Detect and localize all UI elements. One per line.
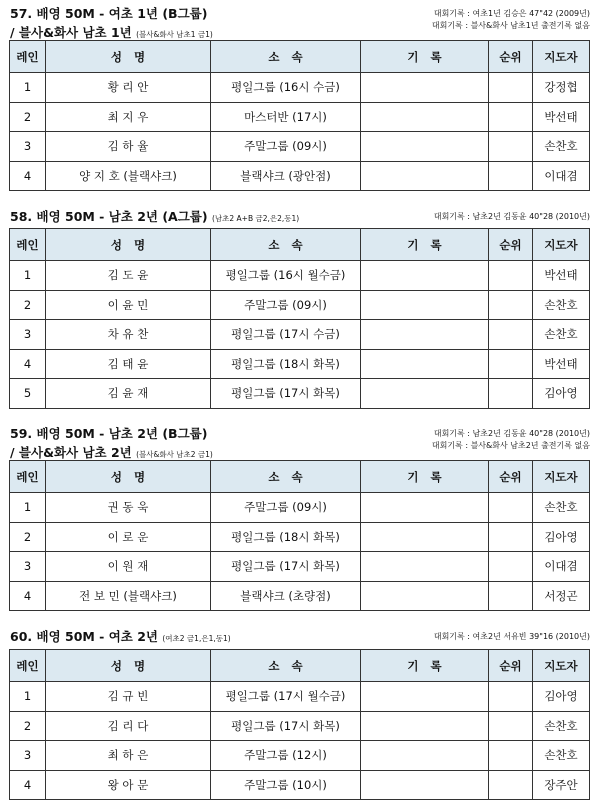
table-row: 3 차 유 찬 평일그룹 (17시 수금) 손찬호: [10, 320, 590, 350]
heat-table: [9, 228, 590, 409]
col-record: 기 록: [361, 229, 489, 261]
col-lane: 레인: [10, 41, 46, 73]
col-coach: 지도자: [533, 461, 590, 493]
col-name: 성 명: [46, 461, 211, 493]
col-rank: 순위: [489, 650, 533, 682]
heat-table: [9, 460, 590, 611]
table-header: [10, 41, 590, 73]
table-row: 3 최 하 은 주말그룹 (12시) 손찬호: [10, 741, 590, 771]
col-coach: 지도자: [533, 650, 590, 682]
table-row: 4 양 지 호 (블랙샤크) 블랙샤크 (광안점) 이대겸: [10, 161, 590, 191]
event-title: 59. 배영 50M - 남초 2년 (B그룹): [10, 426, 208, 441]
table-row: 4 왕 아 문 주말그룹 (10시) 장주안: [10, 770, 590, 800]
col-coach: 지도자: [533, 41, 590, 73]
col-team: 소 속: [211, 650, 361, 682]
table-row: 4 김 태 윤 평일그룹 (18시 화목) 박선태: [10, 349, 590, 379]
col-rank: 순위: [489, 229, 533, 261]
meet-record: 대회기록 : 여초2년 서유빈 39"16 (2010년): [433, 632, 590, 641]
meet-record: 대회기록 : 남초2년 김동윤 40"28 (2010년): [433, 429, 590, 438]
col-lane: 레인: [10, 229, 46, 261]
table-row: 2 김 리 다 평일그룹 (17시 화목) 손찬호: [10, 711, 590, 741]
meet-record: 대회기록 : 남초2년 김동윤 40"28 (2010년): [433, 212, 590, 221]
col-name: 성 명: [46, 650, 211, 682]
event-title: 57. 배영 50M - 여초 1년 (B그룹): [10, 6, 208, 21]
table-row: 1 권 동 욱 주말그룹 (09시) 손찬호: [10, 493, 590, 523]
event-subtitle: / 블사&화사 남초 2년 (블사&화사 남초2 금1): [10, 445, 213, 460]
table-row: 3 김 하 율 주말그룹 (09시) 손찬호: [10, 132, 590, 162]
col-name: 성 명: [46, 229, 211, 261]
col-team: 소 속: [211, 41, 361, 73]
col-record: 기 록: [361, 41, 489, 73]
medal-note: (남초2 A+B 금2,은2,동1): [211, 214, 300, 223]
table-row: 1 김 규 빈 평일그룹 (17시 월수금) 김아영: [10, 682, 590, 712]
meet-record: 대회기록 : 블사&화사 남초2년 출전기록 없음: [431, 441, 590, 450]
col-team: 소 속: [211, 229, 361, 261]
event-title: 60. 배영 50M - 여초 2년 (여초2 금1,은1,동1): [10, 629, 231, 644]
col-team: 소 속: [211, 461, 361, 493]
col-name: 성 명: [46, 41, 211, 73]
medal-note: (여초2 금1,은1,동1): [162, 634, 231, 643]
col-rank: 순위: [489, 461, 533, 493]
table-row: 1 황 리 안 평일그룹 (16시 수금) 강정협: [10, 73, 590, 103]
heat-table: [9, 649, 590, 800]
table-row: 3 이 원 재 평일그룹 (17시 화목) 이대겸: [10, 552, 590, 582]
heat-table: [9, 40, 590, 191]
col-lane: 레인: [10, 650, 46, 682]
col-record: 기 록: [361, 461, 489, 493]
medal-note: (블사&화사 남초2 금1): [136, 450, 213, 459]
meet-record: 대회기록 : 블사&화사 남초1년 출전기록 없음: [431, 21, 590, 30]
table-row: 4 전 보 민 (블랙샤크) 블랙샤크 (초량점) 서정곤: [10, 581, 590, 611]
table-row: 5 김 윤 재 평일그룹 (17시 화목) 김아영: [10, 379, 590, 409]
event-title: 58. 배영 50M - 남초 2년 (A그룹) (남초2 A+B 금2,은2,동1): [10, 209, 300, 224]
col-rank: 순위: [489, 41, 533, 73]
meet-record: 대회기록 : 여초1년 김승은 47"42 (2009년): [433, 9, 590, 18]
table-row: 1 김 도 윤 평일그룹 (16시 월수금) 박선태: [10, 261, 590, 291]
table-header: [10, 650, 590, 682]
col-coach: 지도자: [533, 229, 590, 261]
table-row: 2 최 지 우 마스터반 (17시) 박선태: [10, 102, 590, 132]
table-row: 2 이 윤 민 주말그룹 (09시) 손찬호: [10, 290, 590, 320]
col-lane: 레인: [10, 461, 46, 493]
table-header: [10, 229, 590, 261]
table-row: 2 이 로 운 평일그룹 (18시 화목) 김아영: [10, 522, 590, 552]
col-record: 기 록: [361, 650, 489, 682]
medal-note: (블사&화사 남초1 금1): [136, 30, 213, 39]
table-header: [10, 461, 590, 493]
event-subtitle: / 블사&화사 남초 1년 (블사&화사 남초1 금1): [10, 25, 213, 40]
